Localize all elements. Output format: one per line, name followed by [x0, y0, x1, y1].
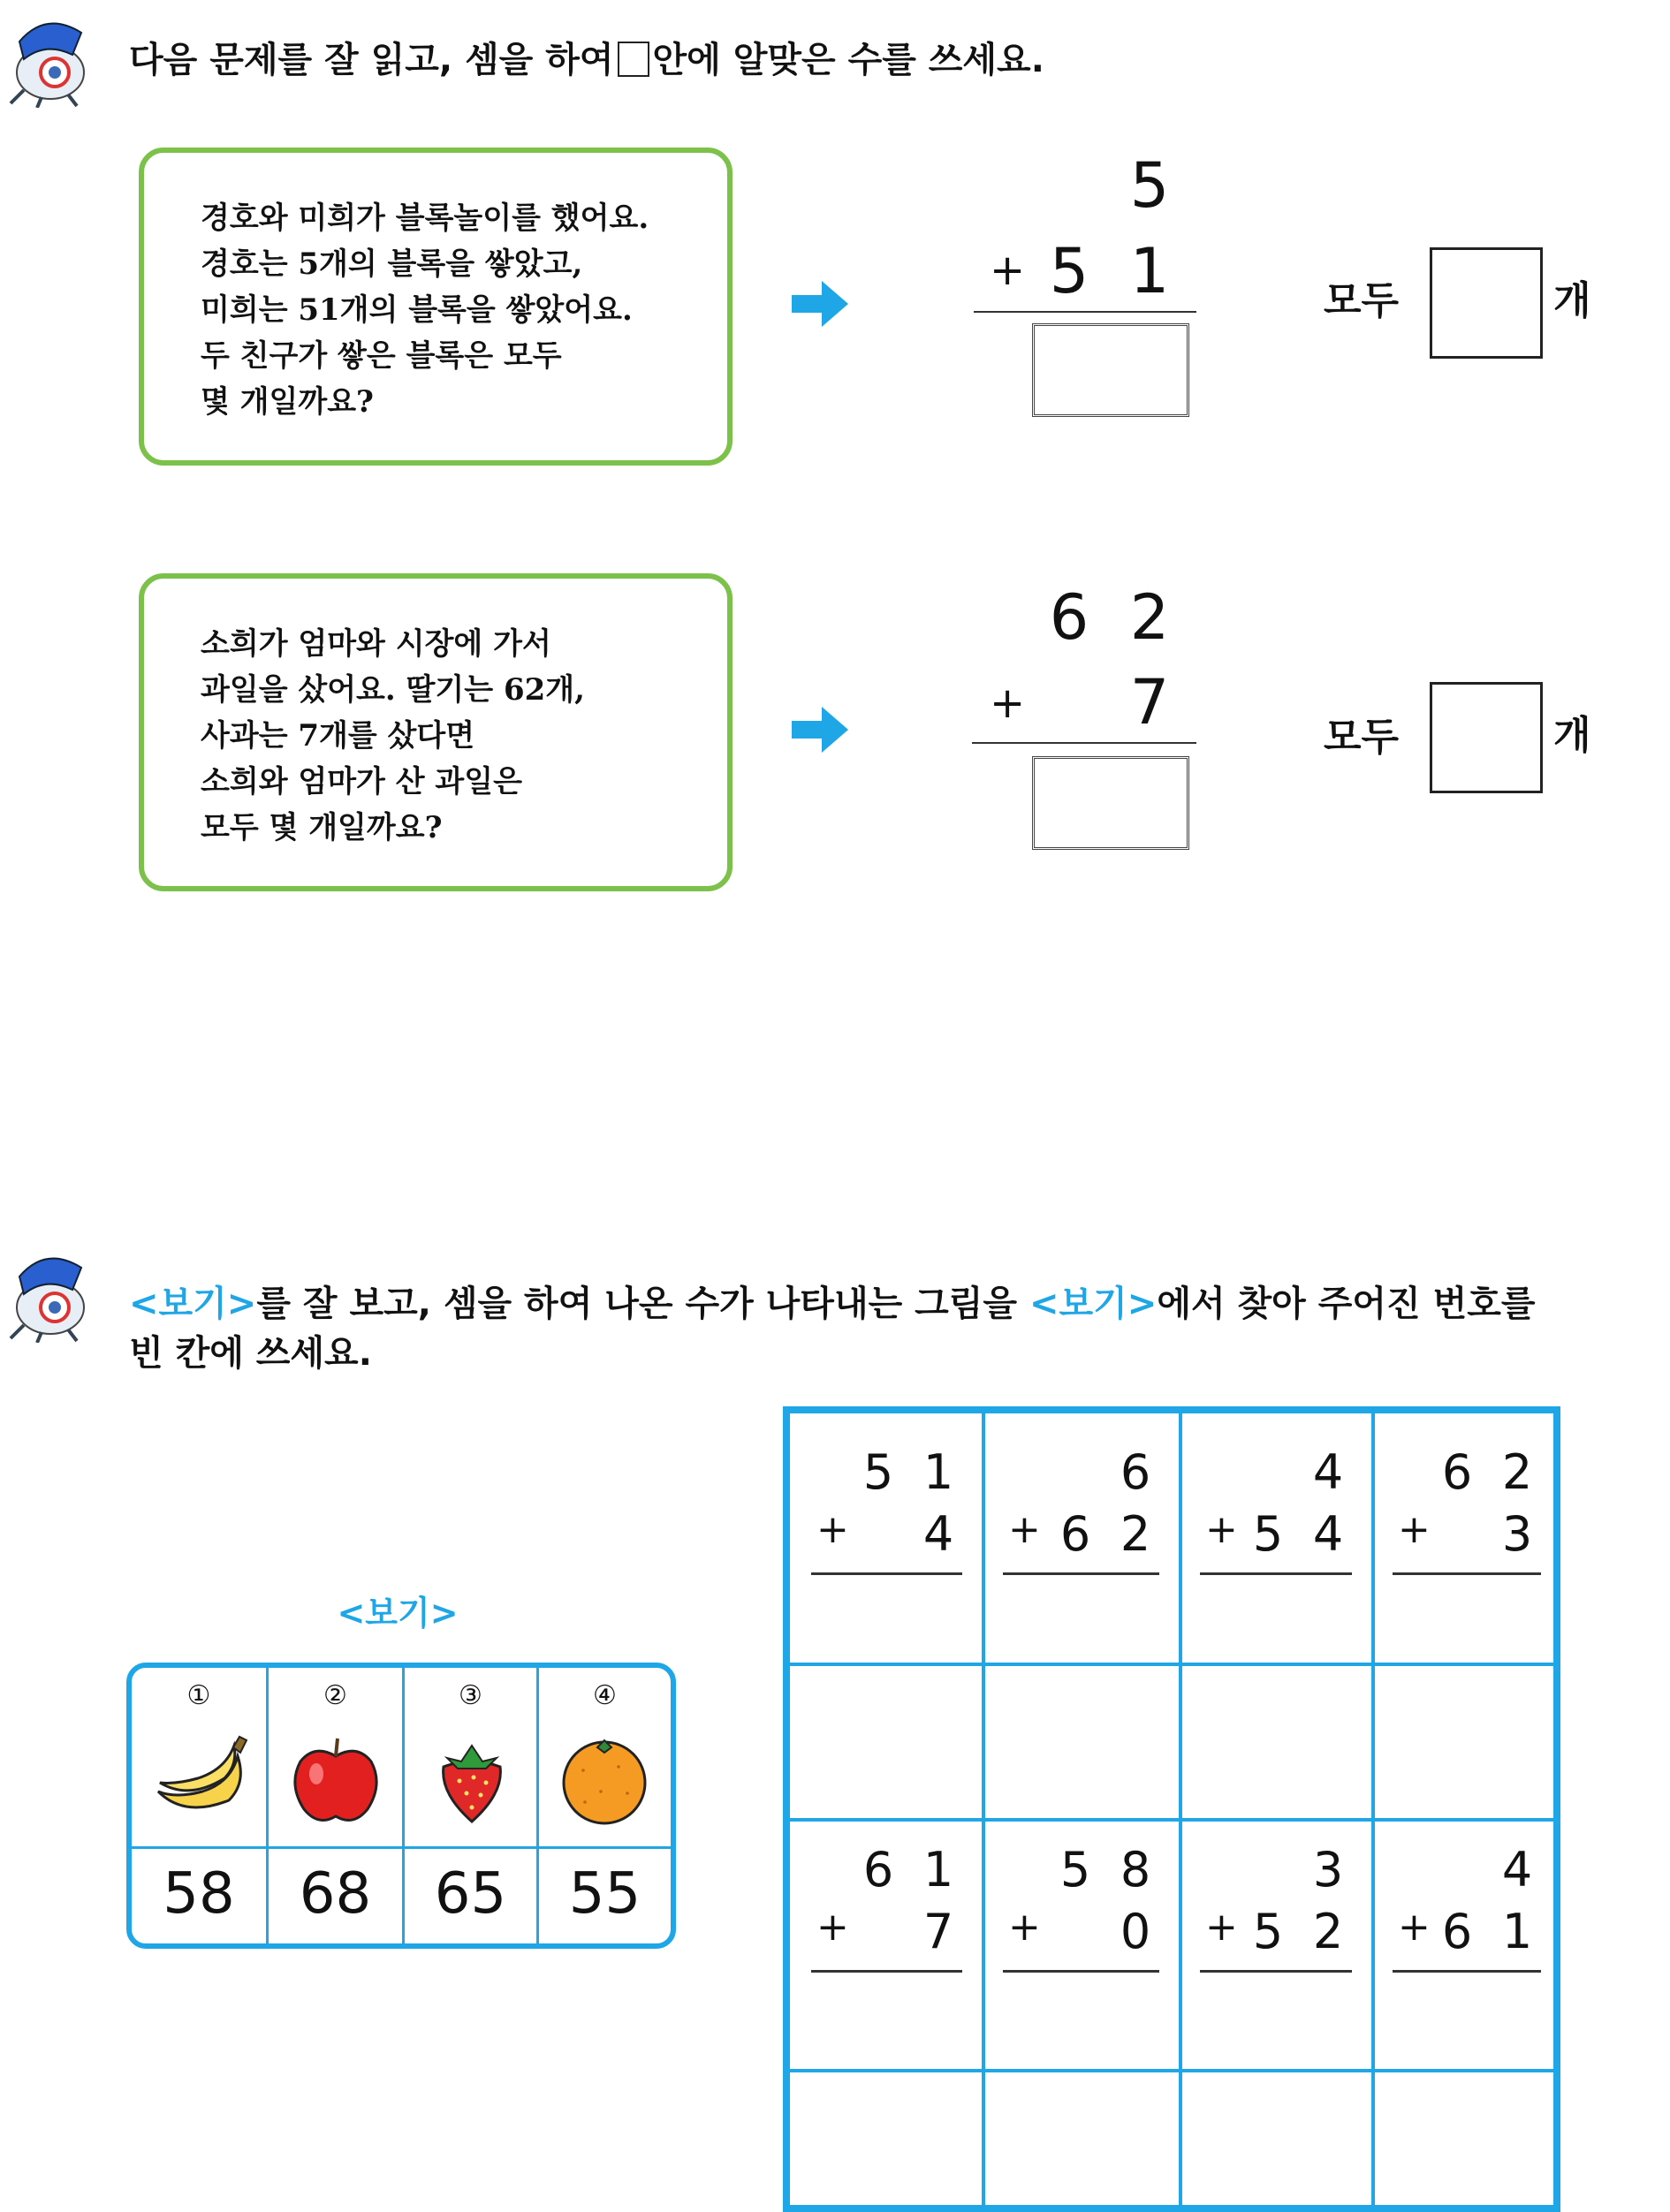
grid-answer-cell[interactable]: [1179, 1659, 1371, 1809]
grid-sum-line: [811, 1572, 962, 1575]
instruction-box-icon: [618, 42, 649, 77]
grid-sum-line: [1003, 1572, 1159, 1575]
grid-answer-cell[interactable]: [1371, 1659, 1560, 1809]
unit-label: 개: [1553, 713, 1591, 758]
addend-bottom-ones: 1: [1129, 235, 1170, 307]
mascot-icon: [2, 1246, 90, 1343]
bogi-cell-3: [405, 1668, 536, 1846]
bogi-reference: <보기>: [129, 1284, 257, 1324]
grid-bottom-ones: 2: [1120, 1506, 1151, 1562]
bogi-number: ②: [323, 1680, 347, 1711]
arrow-right-icon: [792, 707, 848, 753]
addend-top-ones: 5: [1129, 149, 1170, 222]
grid-top-ones: 4: [1312, 1444, 1344, 1500]
grid-bottom-ones: 7: [922, 1904, 954, 1959]
grid-plus-sign: +: [1008, 1905, 1041, 1950]
story-line: 몇 개일까요?: [201, 384, 374, 420]
grid-plus-sign: +: [1398, 1905, 1431, 1950]
grid-top-ones: 2: [1501, 1444, 1533, 1500]
instruction-2: [129, 1279, 1536, 1329]
bogi-cell-1: [132, 1668, 266, 1846]
sum-line: [972, 742, 1196, 744]
grid-sum-line: [811, 1970, 962, 1973]
addend-bottom-tens: 5: [1049, 235, 1089, 307]
grid-answer-cell[interactable]: [790, 2065, 982, 2207]
total-label: 모두: [1324, 715, 1400, 760]
instruction-1-text-end: 안에 알맞은 수를 쓰세요.: [652, 40, 1044, 80]
unit-label: 개: [1553, 278, 1591, 323]
bogi-value-cell: [269, 1849, 402, 1949]
story-line: 소희와 엄마가 산 과일은: [201, 764, 522, 799]
bogi-reference: <보기>: [1029, 1284, 1158, 1324]
grid-top-ones: 1: [922, 1444, 954, 1500]
sum-line: [974, 311, 1196, 313]
grid-sum-line: [1393, 1572, 1541, 1575]
grid-sum-line: [1200, 1970, 1352, 1973]
apple-icon: [288, 1731, 383, 1829]
grid-top-ones: 3: [1312, 1842, 1344, 1898]
grid-answer-cell[interactable]: [790, 1659, 982, 1809]
bogi-number: ④: [593, 1680, 617, 1711]
plus-sign: +: [990, 246, 1026, 295]
bogi-value: 55: [568, 1861, 641, 1927]
story-line: 사과는 7개를 샀다면: [201, 718, 475, 754]
grid-bottom-ones: 1: [1501, 1904, 1533, 1959]
story-line: 경호는 5개의 블록을 쌓았고,: [201, 246, 583, 282]
total-answer-box[interactable]: [1430, 682, 1543, 793]
answer-box[interactable]: [1032, 323, 1189, 417]
total-answer-box[interactable]: [1430, 247, 1543, 359]
grid-bottom-ones: 0: [1120, 1904, 1151, 1959]
grid-answer-cell[interactable]: [1179, 2065, 1371, 2207]
grid-sum-line: [1393, 1970, 1541, 1973]
story-line: 미희는 51개의 블록을 쌓았어요.: [201, 292, 633, 328]
addend-bottom-ones: 7: [1129, 666, 1170, 739]
instruction-2-line2: 빈 칸에 쓰세요.: [129, 1333, 372, 1374]
instruction-1-text: 다음 문제를 잘 읽고, 셈을 하여: [129, 40, 614, 80]
story-line: 경호와 미희가 블록놀이를 했어요.: [201, 201, 649, 236]
bogi-cell-4: [539, 1668, 671, 1846]
strawberry-icon: [435, 1740, 509, 1825]
grid-plus-sign: +: [1008, 1507, 1041, 1552]
grid-answer-cell[interactable]: [982, 2065, 1179, 2207]
grid-top-tens: 5: [862, 1444, 894, 1500]
grid-bottom-ones: 2: [1312, 1904, 1344, 1959]
grid-top-tens: 5: [1059, 1842, 1091, 1898]
bogi-value: 65: [434, 1861, 507, 1927]
story-line: 소희가 엄마와 시장에 가서: [201, 626, 551, 662]
grid-top-tens: 6: [862, 1842, 894, 1898]
total-label: 모두: [1324, 278, 1400, 323]
story-line: 과일을 샀어요. 딸기는 62개,: [201, 672, 585, 708]
orange-icon: [557, 1735, 652, 1827]
grid-bottom-ones: 3: [1501, 1506, 1533, 1562]
grid-top-ones: 6: [1120, 1444, 1151, 1500]
story-line: 두 친구가 쌓은 블록은 모두: [201, 338, 562, 374]
grid-plus-sign: +: [816, 1507, 849, 1552]
bogi-number: ③: [459, 1680, 482, 1711]
grid-plus-sign: +: [816, 1905, 849, 1950]
grid-bottom-ones: 4: [922, 1506, 954, 1562]
grid-answer-cell[interactable]: [1371, 2065, 1560, 2207]
instruction-2-text: 를 잘 보고, 셈을 하여 나온 수가 나타내는 그림을: [256, 1284, 1018, 1324]
arrow-right-icon: [792, 281, 848, 327]
banana-icon: [149, 1730, 252, 1827]
story-line: 모두 몇 개일까요?: [201, 810, 443, 845]
grid-bottom-tens: 6: [1441, 1904, 1473, 1959]
mascot-icon: [2, 11, 90, 108]
grid-bottom-tens: 6: [1059, 1506, 1091, 1562]
grid-bottom-tens: 5: [1252, 1904, 1284, 1959]
instruction-1: [129, 35, 1044, 85]
grid-plus-sign: +: [1205, 1507, 1238, 1552]
grid-top-ones: 8: [1120, 1842, 1151, 1898]
grid-plus-sign: +: [1398, 1507, 1431, 1552]
bogi-number: ①: [186, 1680, 211, 1711]
plus-sign: +: [990, 678, 1026, 728]
addend-top-ones: 2: [1129, 581, 1170, 654]
grid-top-tens: 6: [1441, 1444, 1473, 1500]
grid-sum-line: [1200, 1572, 1352, 1575]
bogi-title: <보기>: [337, 1594, 459, 1632]
answer-box[interactable]: [1032, 756, 1189, 850]
bogi-value-cell: [132, 1849, 266, 1949]
bogi-value-cell: [539, 1849, 671, 1949]
divider: [790, 1818, 1553, 1822]
bogi-table: [126, 1663, 676, 1949]
addend-top-tens: 6: [1049, 581, 1089, 654]
bogi-value: 68: [299, 1861, 372, 1927]
grid-top-ones: 4: [1501, 1842, 1533, 1898]
grid-top-ones: 1: [922, 1842, 954, 1898]
grid-plus-sign: +: [1205, 1905, 1238, 1950]
grid-sum-line: [1003, 1970, 1159, 1973]
bogi-value-cell: [405, 1849, 536, 1949]
grid-bottom-ones: 4: [1312, 1506, 1344, 1562]
grid-answer-cell[interactable]: [982, 1659, 1179, 1809]
story-box-1: [139, 148, 733, 466]
grid-bottom-tens: 5: [1252, 1506, 1284, 1562]
bogi-cell-2: [269, 1668, 402, 1846]
bogi-value: 58: [163, 1861, 235, 1927]
story-box-2: [139, 573, 733, 891]
instruction-2-text-end: 에서 찾아 주어진 번호를: [1157, 1284, 1536, 1324]
